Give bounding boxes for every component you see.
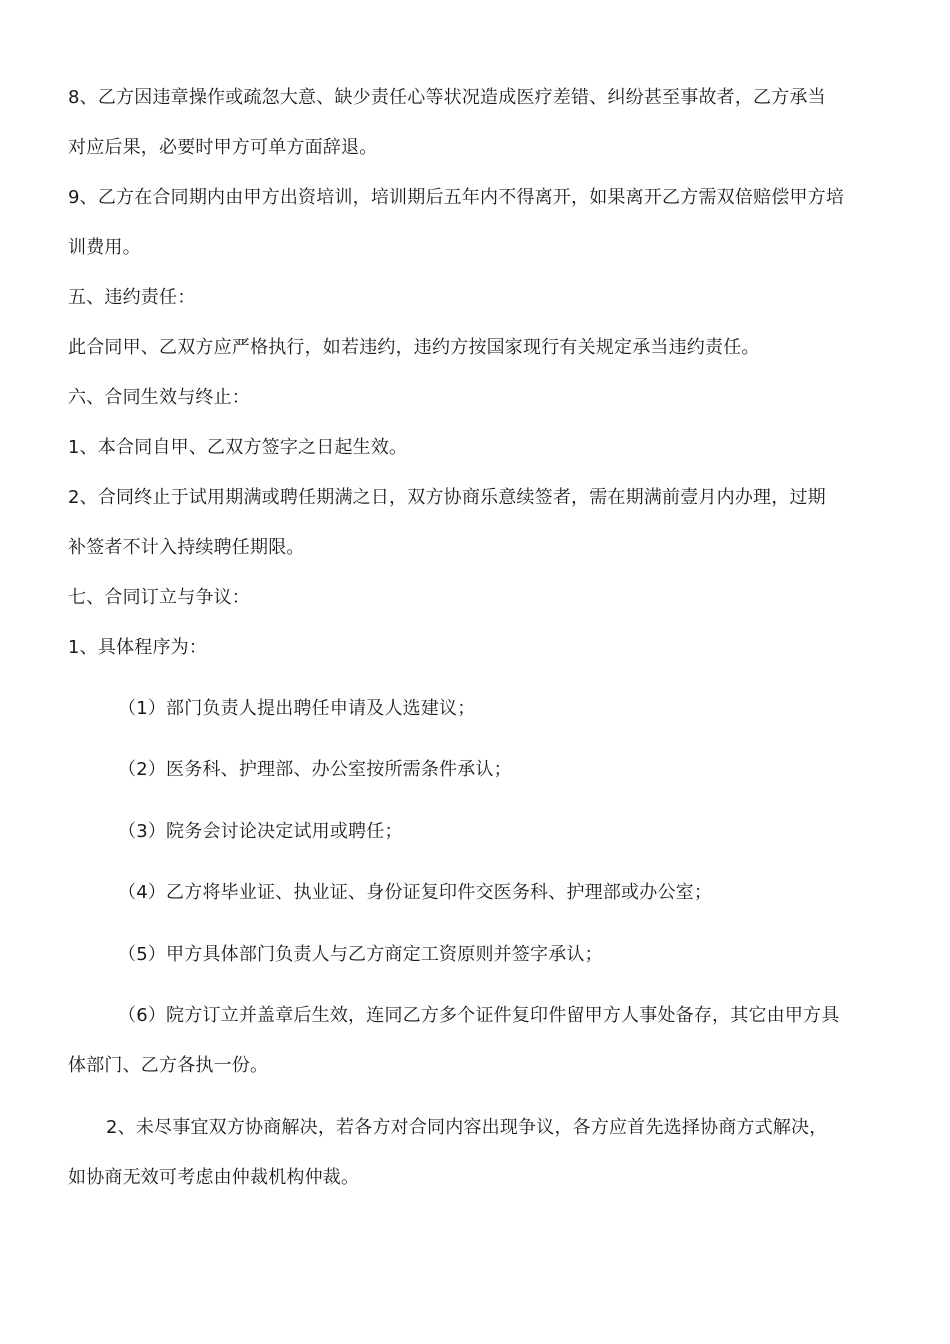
section-heading-effect-termination: 六、合同生效与终止： <box>68 387 250 408</box>
procedure-step-6-line-2: 体部门、乙方各执一份。 <box>68 1055 269 1076</box>
procedure-heading: 1、具体程序为： <box>68 637 208 658</box>
dispute-item-2-line-2: 如协商无效可考虑由仲裁机构仲裁。 <box>68 1167 360 1188</box>
procedure-step-4: （4）乙方将毕业证、执业证、身份证复印件交医务科、护理部或办公室； <box>118 882 713 903</box>
dispute-item-2-line-1: 2、未尽事宜双方协商解决，若各方对合同内容出现争议，各方应首先选择协商方式解决， <box>106 1117 828 1138</box>
procedure-step-3: （3）院务会讨论决定试用或聘任； <box>118 821 403 842</box>
clause-9-line-2: 训费用。 <box>68 237 141 258</box>
breach-paragraph: 此合同甲、乙双方应严格执行，如若违约，违约方按国家现行有关规定承当违约责任。 <box>68 337 760 358</box>
effect-item-1: 1、本合同自甲、乙双方签字之日起生效。 <box>68 437 408 458</box>
clause-8-line-1: 8、乙方因违章操作或疏忽大意、缺少责任心等状况造成医疗差错、纠纷甚至事故者，乙方承当 <box>68 87 826 108</box>
procedure-step-6-line-1: （6）院方订立并盖章后生效，连同乙方多个证件复印件留甲方人事处备存，其它由甲方具 <box>118 1005 840 1026</box>
clause-9-line-1: 9、乙方在合同期内由甲方出资培训，培训期后五年内不得离开，如果离开乙方需双倍赔偿甲方培 <box>68 187 845 208</box>
clause-8-line-2: 对应后果，必要时甲方可单方面辞退。 <box>68 137 378 158</box>
procedure-step-1: （1）部门负责人提出聘任申请及人选建议； <box>118 698 476 719</box>
effect-item-2-line-2: 补签者不计入持续聘任期限。 <box>68 537 305 558</box>
procedure-step-2: （2）医务科、护理部、办公室按所需条件承认； <box>118 759 512 780</box>
effect-item-2-line-1: 2、合同终止于试用期满或聘任期满之日，双方协商乐意续签者，需在期满前壹月内办理，过期 <box>68 487 826 508</box>
section-heading-breach: 五、违约责任： <box>68 287 196 308</box>
section-heading-conclusion-dispute: 七、合同订立与争议： <box>68 587 250 608</box>
procedure-step-5: （5）甲方具体部门负责人与乙方商定工资原则并签字承认； <box>118 944 603 965</box>
